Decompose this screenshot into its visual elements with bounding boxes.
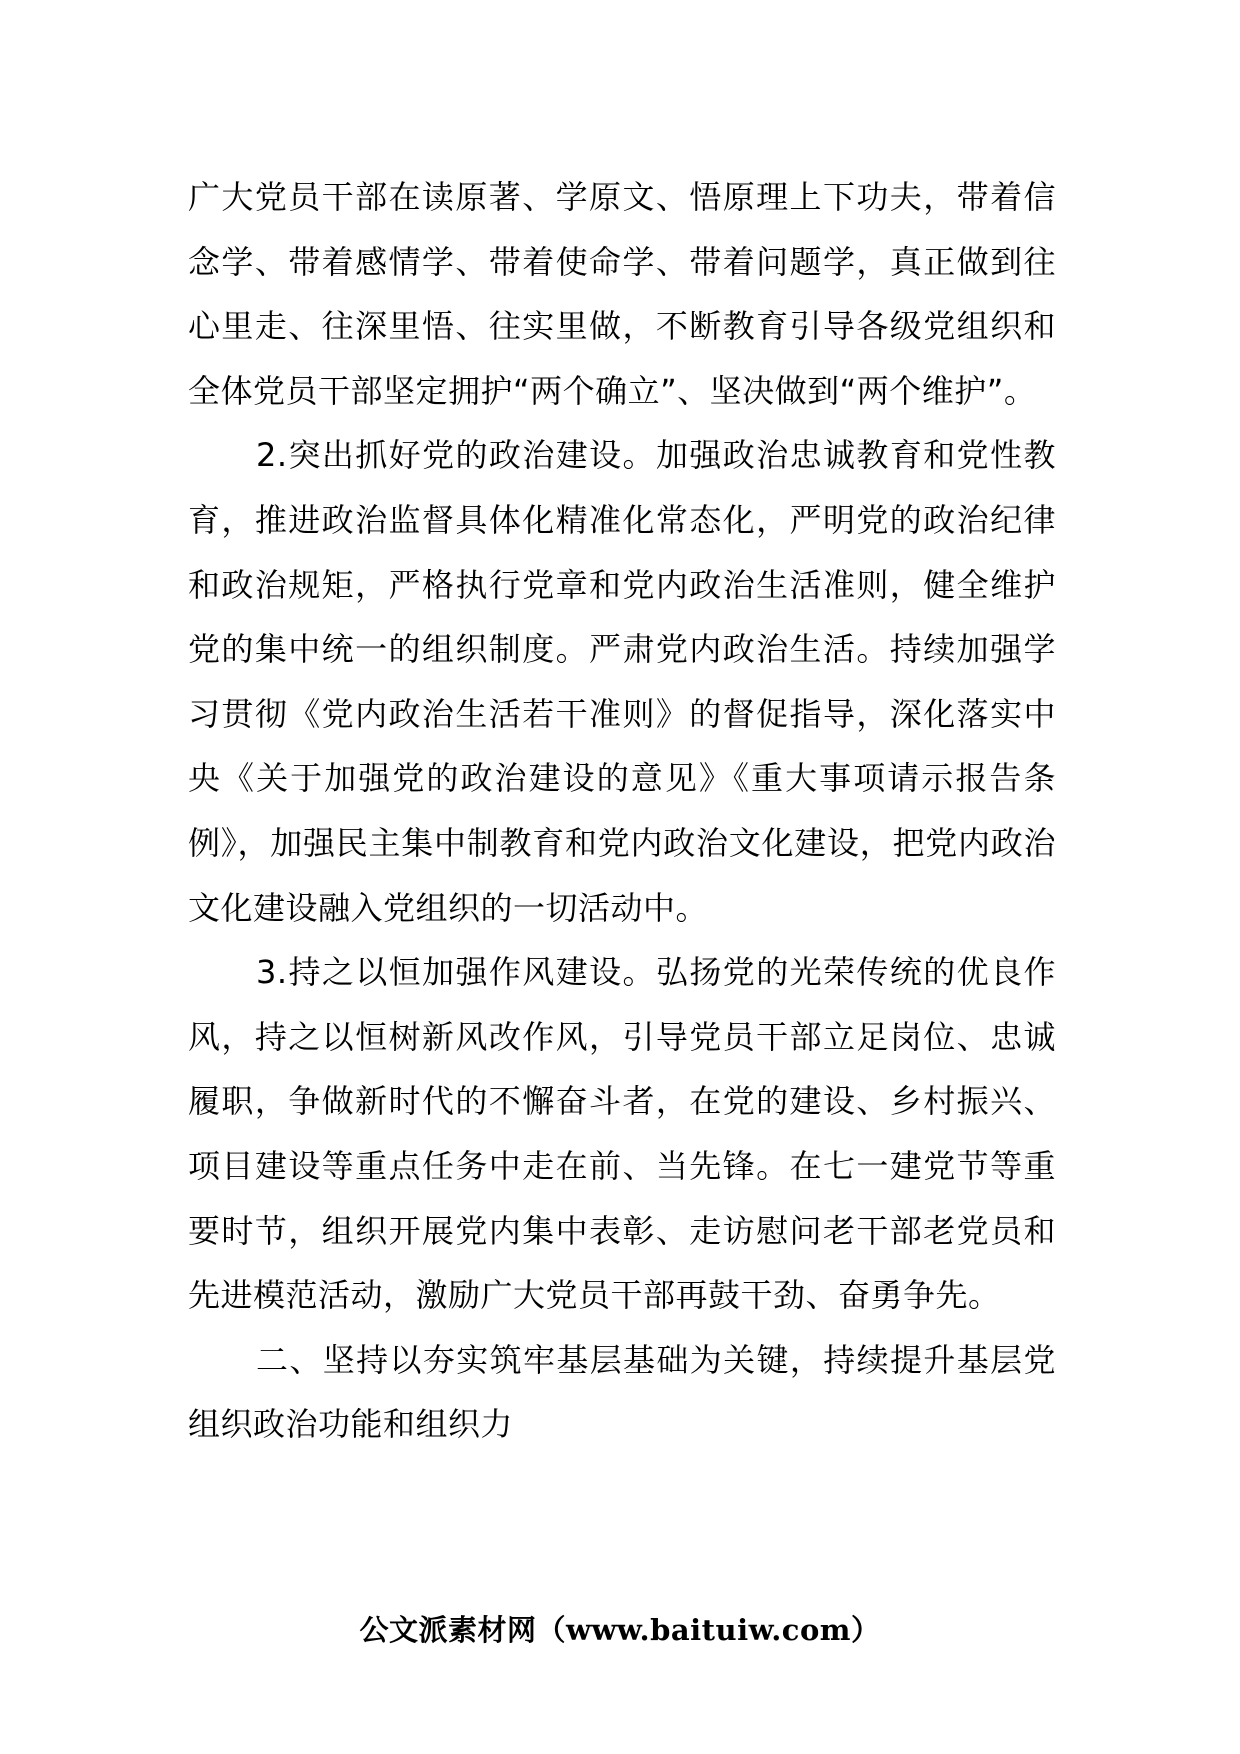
paragraph-2: 2.突出抓好党的政治建设。加强政治忠诚教育和党性教育，推进政治监督具体化精准化常态化，严明党的政治纪律和政治规矩，严格执行党章和党内政治生活准则，健全维护党的集中统一的组织制度。严肃党内政治生活。持续加强学习贯彻《党内政治生活若干准则》的督促指导，深化落实中央《关于加强党的政治建设的意见》《重大事项请示报告条例》，加强民主集中制教育和党内政治文化建设，把党内政治文化建设融入党组织的一切活动中。 xyxy=(188,436,1056,927)
paragraph-1: 广大党员干部在读原著、学原文、悟原理上下功夫，带着信念学、带着感情学、带着使命学、带着问题学，真正做到往心里走、往深里悟、往实里做，不断教育引导各级党组织和全体党员干部坚定拥护“两个确立”、坚决做到“两个维护”。 xyxy=(188,178,1056,410)
paragraph-3: 3.持之以恒加强作风建设。弘扬党的光荣传统的优良作风，持之以恒树新风改作风，引导党员干部立足岗位、忠诚履职，争做新时代的不懈奋斗者，在党的建设、乡村振兴、项目建设等重点任务中走在前、当先锋。在七一建党节等重要时节，组织开展党内集中表彰、走访慰问老干部老党员和先进模范活动，激励广大党员干部再鼓干劲、奋勇争先。 xyxy=(188,953,1056,1315)
document-body xyxy=(188,165,1056,1457)
footer-watermark: 公文派素材网（www.baituiw.com） xyxy=(359,1613,881,1647)
section-heading-2: 二、坚持以夯实筑牢基层基础为关键，持续提升基层党组织政治功能和组织力 xyxy=(188,1340,1056,1444)
